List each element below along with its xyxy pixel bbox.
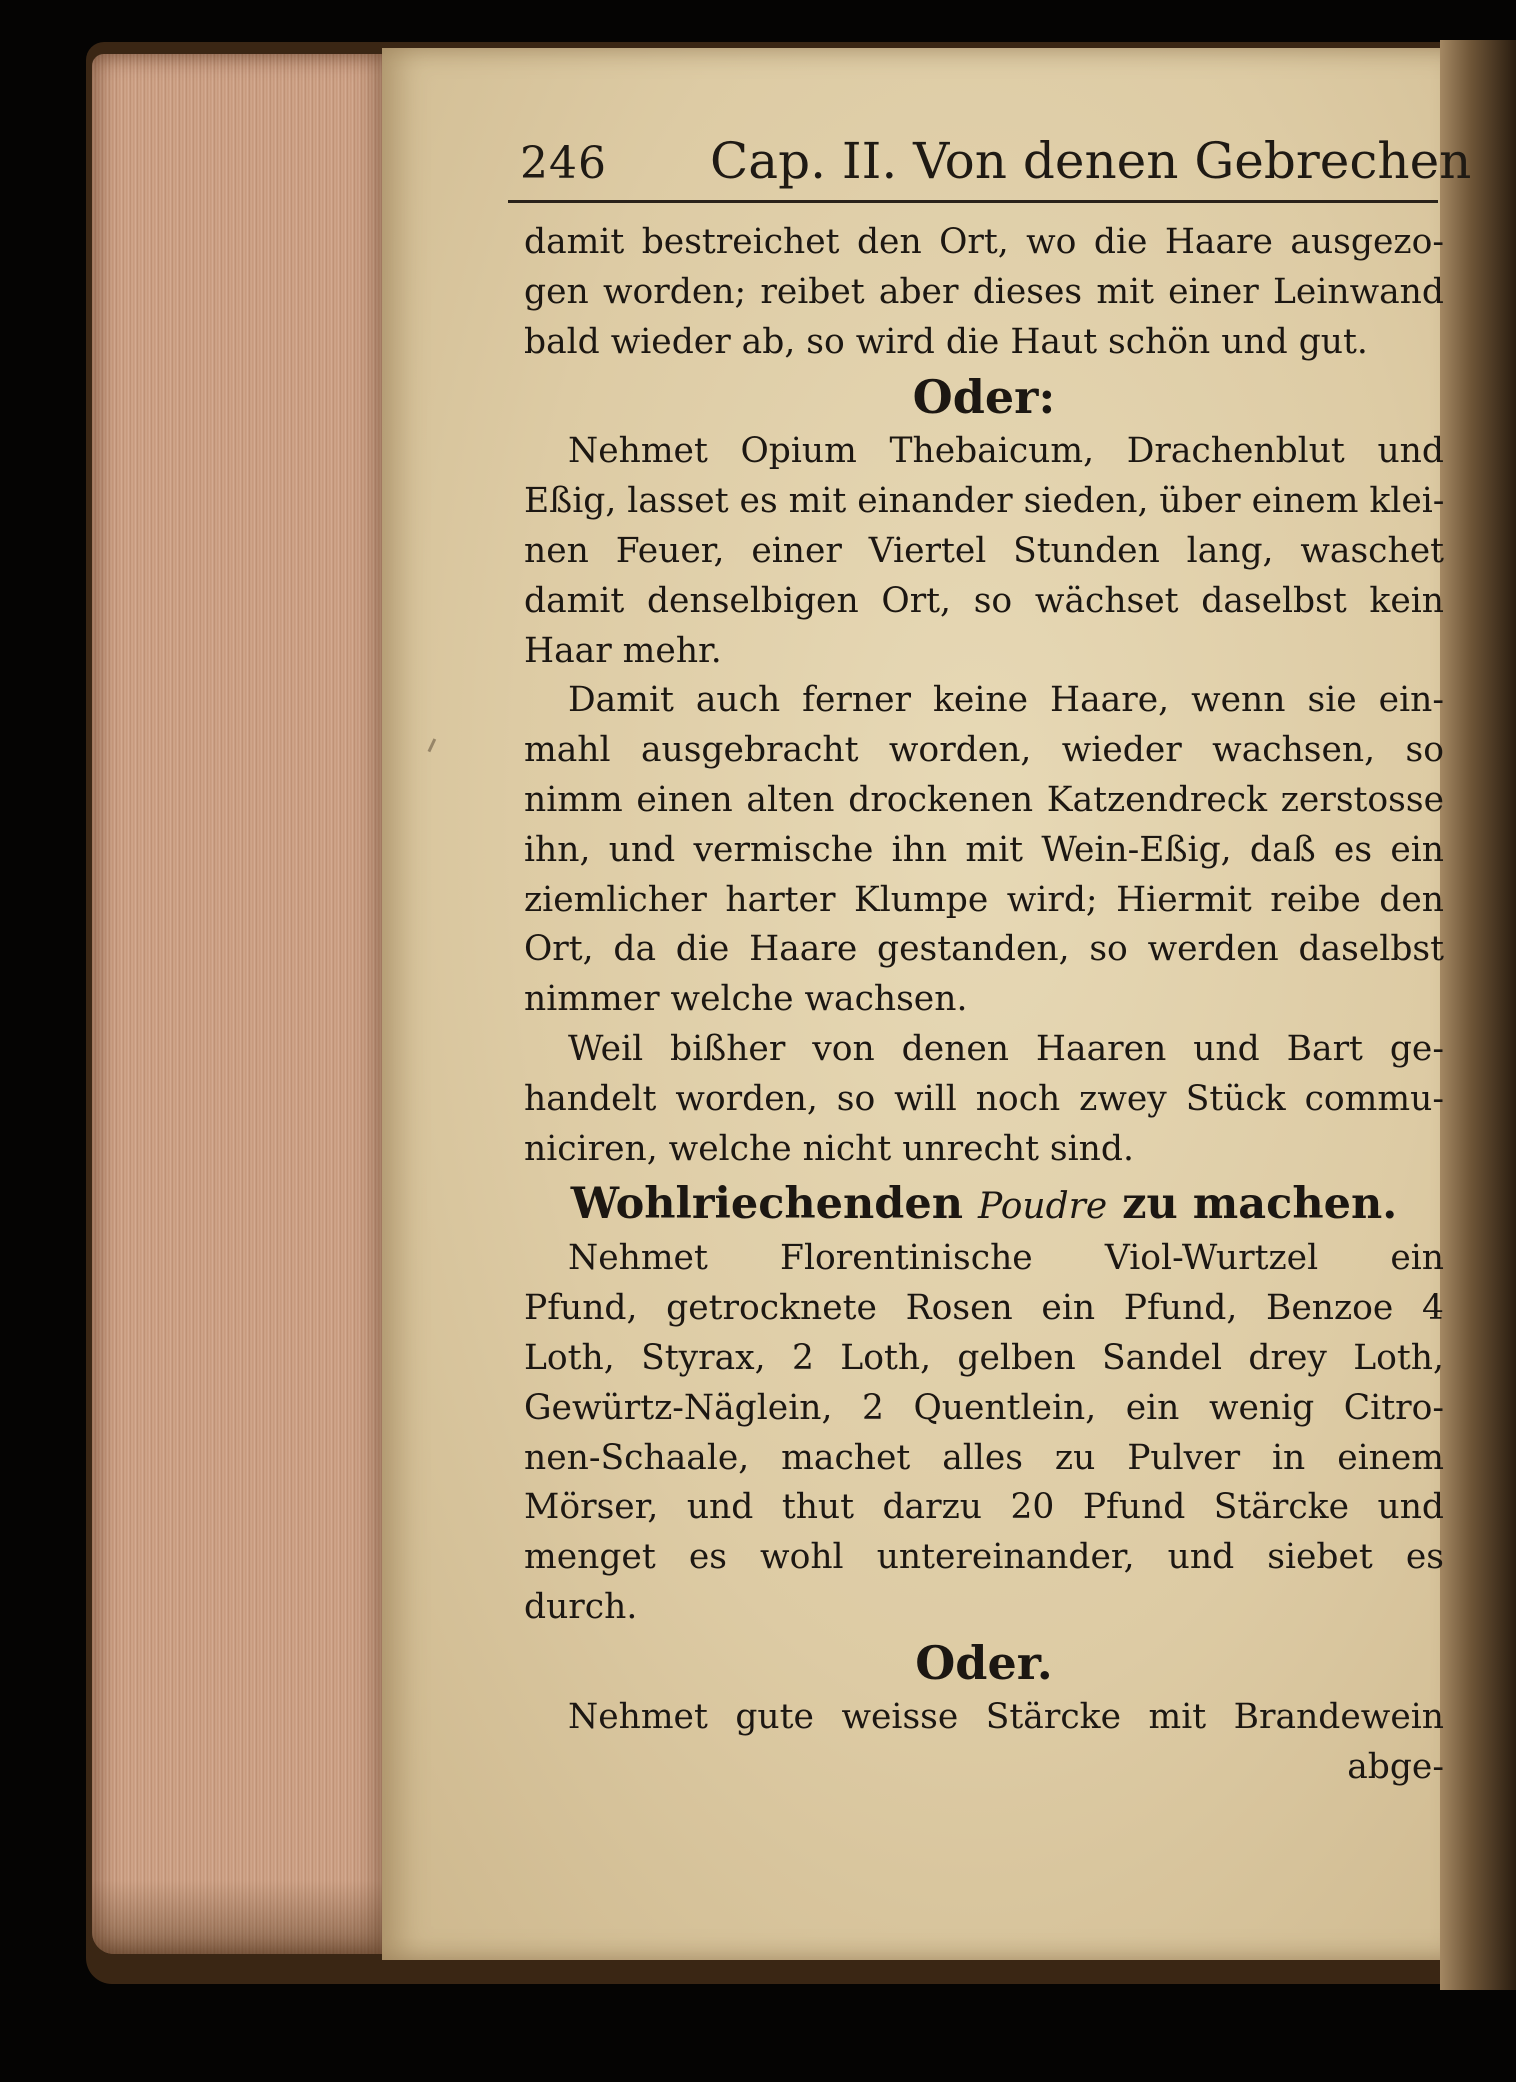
page-number: 246 — [520, 138, 607, 189]
text-line: Gewürtz-Näglein, 2 Quentlein, ein wenig Citro- — [524, 1387, 1444, 1428]
text-line: nimmer welche wachsen. — [524, 979, 968, 1020]
text-line: ihn, und vermische ihn mit Wein-Eßig, daß es ein — [524, 829, 1444, 870]
text-line: mahl ausgebracht worden, wieder wachsen, so — [524, 730, 1444, 771]
text-line: damit bestreichet den Ort, wo die Haare ausgezo- — [524, 222, 1444, 262]
text-line: damit denselbigen Ort, so wächset daselbst kein — [524, 580, 1444, 621]
text-line: nen Feuer, einer Viertel Stunden lang, waschet — [524, 530, 1444, 571]
text-line: niciren, welche nicht unrecht sind. — [524, 1128, 1134, 1169]
text-line: Ort, da die Haare gestanden, so werden daselbst — [524, 929, 1444, 970]
section-heading: Oder. — [915, 1635, 1053, 1690]
text-line: nimm einen alten drockenen Katzendreck zerstosse — [524, 779, 1444, 820]
text-line: Weil bißher von denen Haaren und Bart ge- — [568, 1028, 1444, 1069]
page-body — [524, 218, 1444, 1792]
running-head: Cap. II. Von denen Gebrechen — [710, 132, 1472, 190]
text-line: Nehmet Opium Thebaicum, Drachenblut und — [568, 431, 1444, 472]
text-line: Loth, Styrax, 2 Loth, gelben Sandel drey Loth, — [524, 1337, 1444, 1378]
text-line: Nehmet Florentinische Viol-Wurtzel ein — [568, 1238, 1444, 1279]
catchword: abge- — [1347, 1746, 1444, 1787]
header-rule — [508, 200, 1438, 203]
text-line: menget es wohl untereinander, und siebet es — [524, 1537, 1444, 1578]
heading-text: Wohlriechenden — [570, 1179, 963, 1230]
text-line: gen worden; reibet aber dieses mit einer Leinwand — [524, 271, 1444, 312]
text-line: Nehmet gute weisse Stärcke mit Brandewein — [568, 1696, 1444, 1737]
text-line: Damit auch ferner keine Haare, wenn sie ein- — [568, 680, 1444, 721]
text-line: nen-Schaale, machet alles zu Pulver in einem — [524, 1437, 1444, 1478]
text-line: ziemlicher harter Klumpe wird; Hiermit reibe den — [524, 879, 1444, 920]
page-header — [520, 130, 1472, 200]
text-line: bald wieder ab, so wird die Haut schön und gut. — [524, 321, 1368, 362]
text-line: Eßig, lasset es mit einander sieden, über einem klei- — [524, 481, 1444, 522]
text-line: durch. — [524, 1586, 638, 1627]
text-line: handelt worden, so will noch zwey Stück commu- — [524, 1078, 1444, 1119]
section-heading: Oder: — [912, 370, 1056, 425]
gutter-shadow — [1440, 40, 1516, 1990]
heading-latin-word: Poudre — [977, 1186, 1108, 1228]
page-edges-shadow — [92, 1880, 392, 1954]
page-edges — [92, 54, 392, 1954]
text-line: Pfund, getrocknete Rosen ein Pfund, Benzoe 4 — [524, 1288, 1444, 1329]
section-heading-poudre — [524, 1174, 1444, 1234]
text-line: Mörser, und thut darzu 20 Pfund Stärcke und — [524, 1487, 1444, 1528]
text-line: Haar mehr. — [524, 630, 722, 671]
heading-text: zu machen. — [1122, 1179, 1398, 1230]
